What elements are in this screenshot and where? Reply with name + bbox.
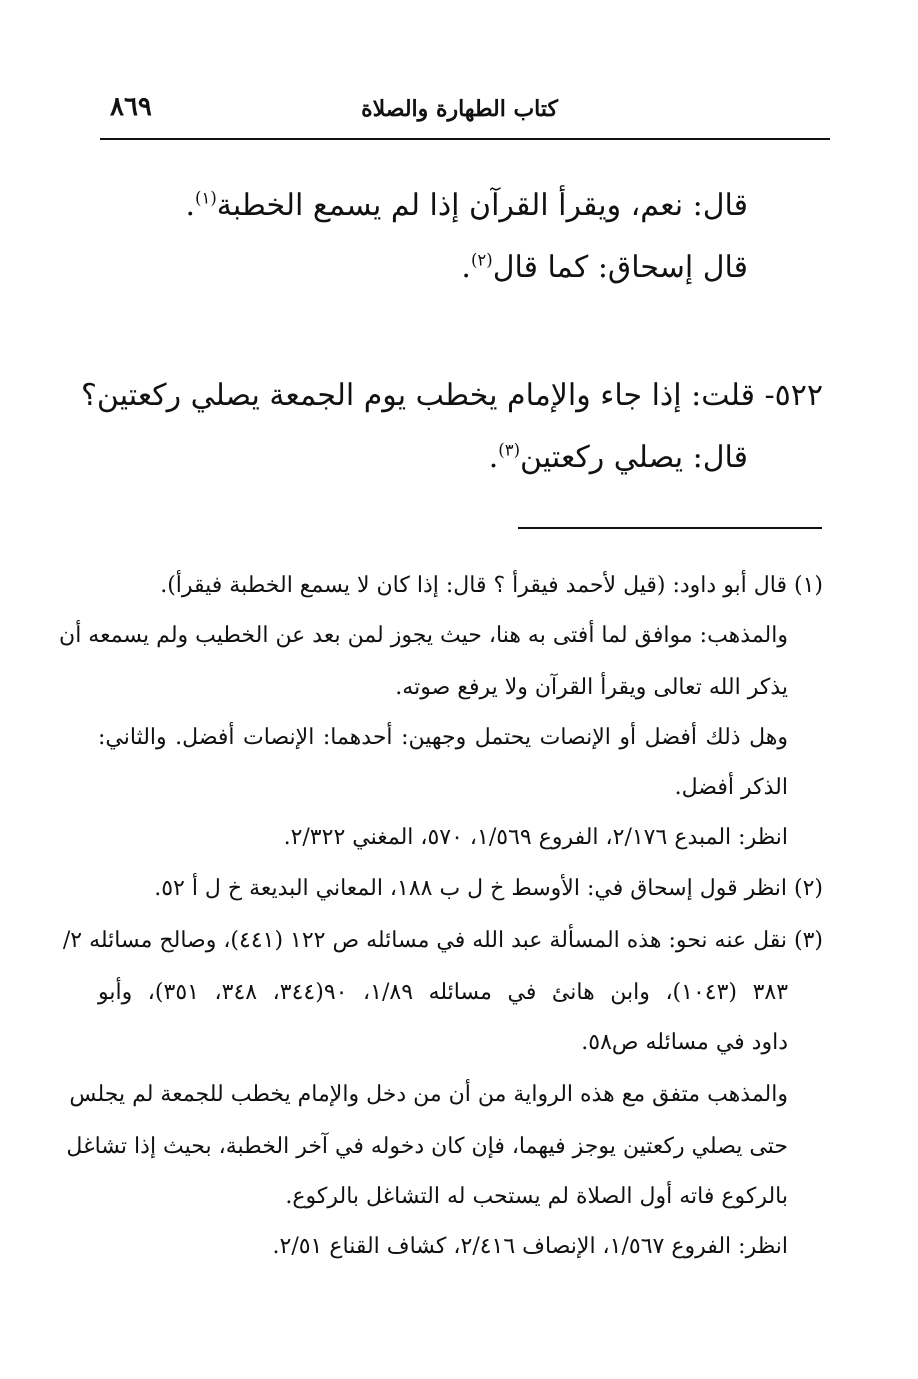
body-line-1-text: قال: نعم، ويقرأ القرآن إذا لم يسمع الخطبة <box>216 188 748 223</box>
body-line-2-end: . <box>461 250 471 285</box>
body-line-1 <box>185 188 748 223</box>
footnote-separator <box>518 527 822 529</box>
body-line-1-end: . <box>185 188 196 223</box>
footnote-2-line-1: (٢) انظر قول إسحاق في: الأوسط خ ل ب ١٨٨، المعاني البديعة خ ل أ ٥٢. <box>154 876 823 901</box>
footnote-1-line-4: وهل ذلك أفضل أو الإنصات يحتمل وجهين: أحدهما: الإنصات أفضل. والثاني: <box>98 725 788 750</box>
body-line-2-text: قال إسحاق: كما قال <box>492 250 748 285</box>
body-line-2 <box>461 250 748 285</box>
footnote-ref-2[interactable]: (٢) <box>470 250 493 270</box>
running-title: كتاب الطهارة والصلاة <box>361 96 558 122</box>
footnote-1-line-1: (١) قال أبو داود: (قيل لأحمد فيقرأ ؟ قال: إذا كان لا يسمع الخطبة فيقرأ). <box>160 573 823 598</box>
page-header <box>100 92 828 136</box>
footnote-1-line-2: والمذهب: موافق لما أفتى به هنا، حيث يجوز لمن بعد عن الخطيب ولم يسمعه أن <box>59 623 788 648</box>
footnote-ref-3[interactable]: (٣) <box>498 440 521 460</box>
footnote-3-line-3: داود في مسائله ص٥٨. <box>581 1030 788 1055</box>
footnote-3-line-2: ٣٨٣ (١٠٤٣)، وابن هانئ في مسائله ١/٨٩، ٩٠(٣٤٤، ٣٤٨، ٣٥١)، وأبو <box>98 980 789 1005</box>
answer-text: قال: يصلي ركعتين <box>520 440 748 475</box>
question-522: ٥٢٢- قلت: إذا جاء والإمام يخطب يوم الجمعة يصلي ركعتين؟ <box>80 378 823 413</box>
footnote-3-line-4: والمذهب متفق مع هذه الرواية من أن من دخل والإمام يخطب للجمعة لم يجلس <box>69 1082 788 1107</box>
footnote-1-line-3: يذكر الله تعالى ويقرأ القرآن ولا يرفع صوته. <box>395 675 788 700</box>
header-rule <box>100 138 830 140</box>
footnote-ref-1[interactable]: (١) <box>195 188 217 208</box>
footnote-1-line-5: الذكر أفضل. <box>674 775 788 800</box>
page-number: ٨٦٩ <box>110 92 152 122</box>
footnote-3-line-1: (٣) نقل عنه نحو: هذه المسألة عبد الله في مسائله ص ١٢٢ (٤٤١)، وصالح مسائله ٢/ <box>62 928 823 953</box>
answer-522 <box>489 440 748 475</box>
footnote-3-line-5: حتى يصلي ركعتين يوجز فيهما، فإن كان دخوله في آخر الخطبة، بحيث إذا تشاغل <box>66 1134 788 1159</box>
footnote-1-line-6: انظر: المبدع ٢/١٧٦، الفروع ١/٥٦٩، ٥٧٠، المغني ٢/٣٢٢. <box>283 825 788 850</box>
answer-end: . <box>488 440 499 475</box>
footnote-3-line-6: بالركوع فاته أول الصلاة لم يستحب له التشاغل بالركوع. <box>285 1184 788 1209</box>
footnote-3-line-7: انظر: الفروع ١/٥٦٧، الإنصاف ٢/٤١٦، كشاف القناع ٢/٥١. <box>272 1234 788 1259</box>
